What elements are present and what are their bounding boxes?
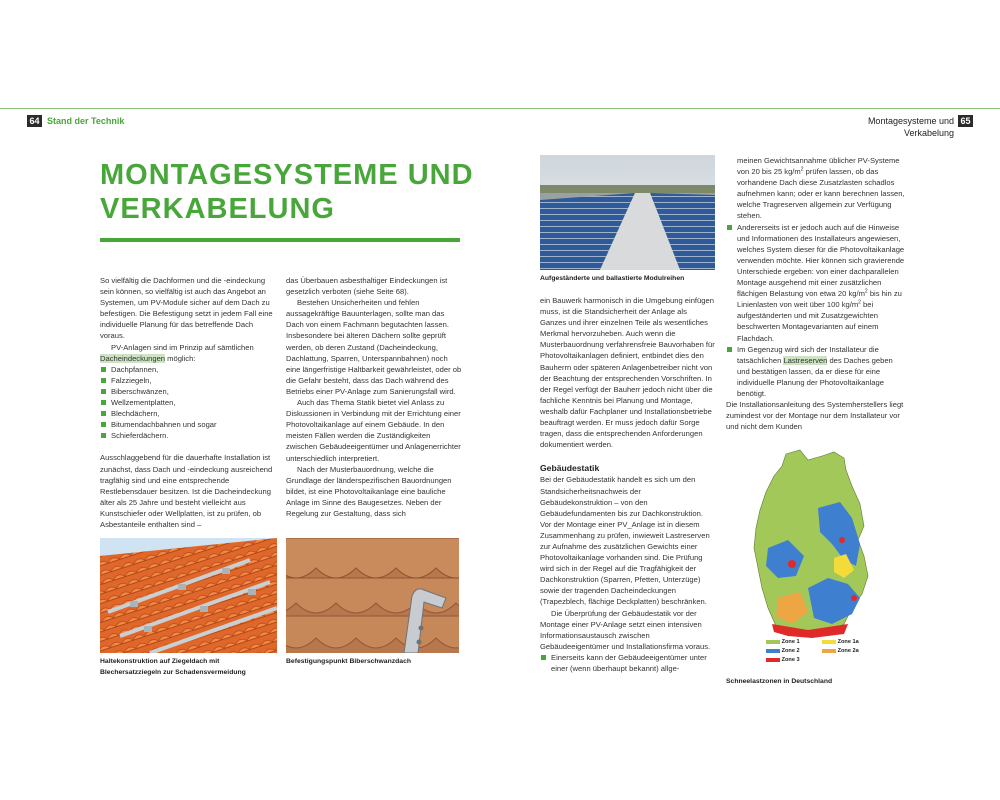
- snow-load-map: [748, 448, 878, 648]
- caption-snow-load-map: Schneelastzonen in Deutschland: [726, 678, 833, 685]
- list-item: Dachpfannen,: [100, 364, 278, 375]
- legend-zone-2a: Zone 2a: [822, 647, 859, 655]
- photo-module-rows: [540, 155, 715, 270]
- legend-swatch: [766, 640, 780, 644]
- module-rows-illustration: [540, 155, 715, 270]
- statics-paragraph: Auch das Thema Statik bietet viel Anlass zu Diskussionen in Verbindung mit der Errichtung einer Photovoltaikanlage auf einem Gebäude. In den meisten Fällen werden die Zuständigkeiten zwischen Gebäudeeigentümer und Anlagenerrichter unterschiedlich interpretiert.: [286, 398, 461, 463]
- roofing-paragraph: PV-Anlagen sind im Prinzip auf sämtlichen Dacheindeckungen möglich:: [100, 342, 254, 363]
- building-statics-paragraph: Bei der Gebäudestatik handelt es sich um den Standsicherheitsnachweis der Gebäudekonstruktion – von den Gebäudefundamenten bis zur Dachkonstruktion. Vor der Montage einer PV_Anlage ist in diesem Zusammenhang zu prüfen, inwieweit Lastreserven zur Aufnahme des zusätzlichen Gewichts einer Photovoltaikanlage vorhanden sind. Die Prüfung wird sich in der Regel auf die Tragfähigkeit der Dachkonstruktion (Sparren, Pfetten, Unterzüge) sowie der tragenden Dacheindeckungen (Trapezblech, flächige Deckplatten) beschränken.: [540, 475, 710, 607]
- subhead-gebaeudestatik: Gebäudestatik: [540, 463, 600, 474]
- roofing-list: [100, 364, 278, 442]
- right-page-number: 65: [958, 115, 973, 127]
- manual-paragraph: Die Installationsanleitung des Systemherstellers liegt zumindest vor der Montage nur dem Installateur vor und nicht dem Kunden: [726, 400, 904, 432]
- list-item: Blechdächern,: [100, 408, 278, 419]
- photo-beaver-tail-roof: [286, 538, 459, 653]
- list-item: Biberschwänzen,: [100, 386, 278, 397]
- photo-tile-roof: [100, 538, 277, 653]
- list-item: Andererseits ist er jedoch auch auf die Hinweise und Informationen des Installateurs angewiesen, welches System dieser für die Photovoltaikanlage verwenden möchte. Hier können sich gravierende Unterschiede ergeben: von einer dachparallelen Montage ausgehend mit einer zusätzlichen flächigen Belastung von etwa 20 $kg/m^2$ bis hin zu Linienlasten von weit über 100 $kg/m^2$ bei aufgeständerten und mit Zusatzgewichten beschwerten Montagevarianten auf einem Flachdach.: [726, 222, 906, 344]
- installer-list: [726, 222, 906, 400]
- legend-swatch: [766, 658, 780, 662]
- text-column-3: [540, 295, 715, 674]
- list-item: Falzziegeln,: [100, 375, 278, 386]
- harmony-paragraph: ein Bauwerk harmonisch in die Umgebung einfügen muss, ist die Standsicherheit der Anlage als Ganzes und ihrer einzelnen Teile als wesentliches Merkmal hervorzuheben. Auch wenn die Musterbauordnung verfahrensfreie Bauvorhaben für Photovoltaikanlagen definiert, entbindet dies den Bauherrn oder späteren Anlagenbetreiber nicht von der Beachtung der entsprechenden Vorschriften. In der Regel verfügt der Bauherr jedoch nicht über die fachliche Kenntnis bei Planung und Montage, weshalb dafür Fachplaner und Installationsbetriebe beauftragt werden. Er muss jedoch dafür Sorge tragen, dass die entsprechenden Anforderungen dokumentiert werden.: [540, 296, 715, 450]
- highlight-dacheindeckungen: Dacheindeckungen: [100, 353, 166, 363]
- map-legend: [766, 638, 886, 668]
- legend-swatch: [766, 649, 780, 653]
- right-section-title: Montagesysteme und Verkabelung: [867, 116, 954, 138]
- left-section-title: Stand der Technik: [47, 116, 125, 126]
- list-item: Einerseits kann der Gebäudeeigentümer unter einer (wenn überhaupt bekannt) allge-: [540, 652, 715, 674]
- header-rule: [0, 108, 1000, 109]
- intro-paragraph: So vielfältig die Dachformen und die -eindeckung sein können, so vielfältig ist auch das Angebot an Systemen, um PV-Module sicher auf dem Dach zu befestigen. Die Befestigung setzt in jedem Fall eine individuelle Planung für das betreffende Dach voraus.: [100, 276, 273, 341]
- legend-zone-1a: Zone 1a: [822, 638, 859, 646]
- asbestos-continued: das Überbauen asbesthaltiger Eindeckungen ist gesetzlich verboten (siehe Seite 68).: [286, 276, 448, 297]
- text-column-2: [286, 275, 462, 519]
- caption-tile-roof: Haltekonstruktion auf Ziegeldach mit Blechersatzziegeln zur Schadensvermeidung: [100, 658, 246, 676]
- highlight-lastreserven: Lastreserven: [783, 355, 828, 365]
- legend-zone-2: Zone 2: [766, 647, 800, 655]
- legend-swatch: [822, 640, 836, 644]
- caption-module-rows: Aufgeständerte und ballastierte Modulreihen: [540, 275, 685, 282]
- left-page-number: 64: [27, 115, 42, 127]
- page-title: [100, 158, 480, 226]
- text-column-1: [100, 275, 278, 530]
- asbestos-paragraph: Ausschlaggebend für die dauerhafte Installation ist zunächst, dass Dach und -eindeckung ausreichend tragfähig sind und eine entsprechende Restlebensdauer besitzen. Ist die Dacheindeckung älter als 25 Jahre und besteht vielleicht aus Kunstschiefer oder Wellplatten, ist zu prüfen, ob Asbestanteile enthalten sind –: [100, 453, 273, 529]
- list-item: Im Gegenzug wird sich der Installateur die tatsächlichen Lastreserven des Daches geben und bestätigen lassen, da er diese für eine individuelle Planung der Photovoltaikanlage benötigt.: [726, 344, 906, 399]
- verification-paragraph: Die Überprüfung der Gebäudestatik vor der Montage einer PV-Anlage setzt einen intensiven Informationsaustausch zwischen Gebäudeeigentümer und Installationsfirma voraus.: [540, 608, 711, 651]
- legend-swatch: [822, 649, 836, 653]
- owner-list: [540, 652, 715, 674]
- caption-beaver-tail-roof: Befestigungspunkt Biberschwanzdach: [286, 658, 412, 665]
- legend-zone-3: Zone 3: [766, 656, 800, 664]
- legend-zone-1: Zone 1: [766, 638, 800, 646]
- expert-paragraph: Bestehen Unsicherheiten und fehlen aussagekräftige Bauunterlagen, sollte man das Dach von einem Fachmann begutachten lassen. Insbesondere bei älteren Dächern sollte geprüft werden, ob deren Zustand (Dacheindeckung, Dachlattung, Sparren, Unterspannbahnen) noch eine längerfristige Haltbarkeit gewährleistet, oder ob die Gefahr besteht, dass das Dach während des Betriebs einer PV-Anlage zum Sanierungsfall wird.: [286, 298, 462, 396]
- list-item: Wellzementplatten,: [100, 397, 278, 408]
- beaver-tail-illustration: [286, 538, 459, 653]
- title-underline: [100, 238, 460, 242]
- tile-roof-illustration: [100, 538, 277, 653]
- germany-map-illustration: [748, 448, 878, 648]
- page-title-line-1: MONTAGESYSTEME UND: [100, 159, 474, 191]
- building-code-paragraph: Nach der Musterbauordnung, welche die Grundlage der länderspezifischen Bauordnungen bildet, ist eine Photovoltaikanlage eine bauliche Anlage im Sinne des Baugesetzes. Neben der Regelung zur Gestaltung, dass sich: [286, 464, 452, 518]
- text-column-4: [726, 155, 906, 432]
- list-item: Schieferdächern.: [100, 430, 278, 441]
- list-item: Bitumendachbahnen und sogar: [100, 419, 278, 430]
- weight-paragraph: meinen Gewichtsannahme üblicher PV-Systeme von 20 bis 25 $kg/m^2$ prüfen lassen, ob das vorhandene Dach diese Zusatzlasten schadlos aufnehmen kann; oder er kann berechnen lassen, welche Tragreserven allgemein zur Verfügung stehen.: [737, 156, 905, 221]
- page-title-line-2: VERKABELUNG: [100, 193, 335, 225]
